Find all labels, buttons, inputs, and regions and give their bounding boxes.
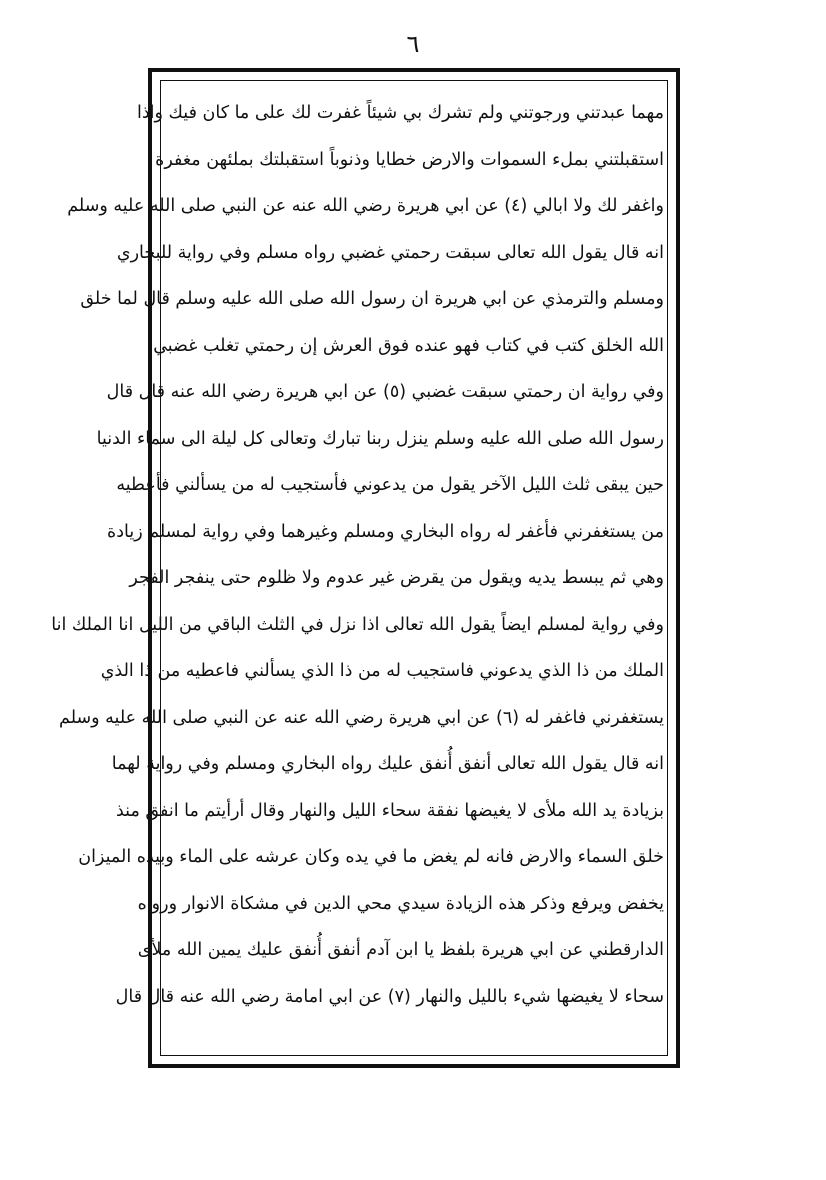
text-line: الدارقطني عن ابي هريرة بلفظ يا ابن آدم أنفق أُنفق عليك يمين الله ملأى — [137, 940, 664, 960]
text-line: من يستغفرني فأغفر له رواه البخاري ومسلم وغيرهما وفي رواية لمسلم زيادة — [107, 521, 664, 542]
text-line: مهما عبدتني ورجوتني ولم تشرك بي شيئاً غفرت لك على ما كان فيك واذا — [137, 103, 664, 123]
text-line: الله الخلق كتب في كتاب فهو عنده فوق العرش إن رحمتي تغلب غضبي — [153, 335, 664, 356]
text-line: سحاء لا يغيضها شيء بالليل والنهار (٧) عن ابي امامة رضي الله عنه قال قال — [115, 986, 664, 1007]
text-line: يخفض ويرفع وذكر هذه الزيادة سيدي محي الدين في مشكاة الانوار ورواه — [137, 893, 664, 914]
text-line: رسول الله صلى الله عليه وسلم ينزل ربنا تبارك وتعالى كل ليلة الى سماء الدنيا — [96, 428, 664, 449]
text-line: ومسلم والترمذي عن ابي هريرة ان رسول الله صلى الله عليه وسلم قال لما خلق — [80, 289, 664, 309]
text-line: وفي رواية ان رحمتي سبقت غضبي (٥) عن ابي هريرة رضي الله عنه قال قال — [106, 382, 664, 402]
text-line: استقبلتني بملء السموات والارض خطايا وذنوباً استقبلتك بملئهن مغفرة — [155, 149, 664, 170]
text-line: انه قال يقول الله تعالى سبقت رحمتي غضبي رواه مسلم وفي رواية للبخاري — [116, 242, 664, 263]
text-line: الملك من ذا الذي يدعوني فاستجيب له من ذا الذي يسألني فاعطيه من ذا الذي — [100, 661, 664, 681]
text-line: خلق السماء والارض فانه لم يغض ما في يده وكان عرشه على الماء وبيده الميزان — [78, 847, 664, 867]
text-line: وهي ثم يبسط يديه ويقول من يقرض غير عدوم ولا ظلوم حتى ينفجر الفجر — [129, 568, 664, 588]
text-body — [51, 90, 664, 1020]
text-line: واغفر لك ولا ابالي (٤) عن ابي هريرة رضي الله عنه عن النبي صلى الله عليه وسلم — [67, 196, 664, 216]
text-line: حين يبقى ثلث الليل الآخر يقول من يدعوني فأستجيب له من يسألني فأعطيه — [116, 475, 664, 495]
page-number: ٦ — [406, 30, 420, 58]
text-line: يستغفرني فاغفر له (٦) عن ابي هريرة رضي الله عنه عن النبي صلى الله عليه وسلم — [59, 707, 664, 728]
text-line: وفي رواية لمسلم ايضاً يقول الله تعالى اذا نزل في الثلث الباقي من الليل انا الملك انا — [51, 614, 664, 635]
text-line: انه قال يقول الله تعالى أنفق أُنفق عليك رواه البخاري ومسلم وفي رواية لهما — [111, 754, 664, 774]
text-line: بزيادة يد الله ملأى لا يغيضها نفقة سحاء الليل والنهار وقال أرأيتم ما انفق منذ — [116, 800, 664, 821]
